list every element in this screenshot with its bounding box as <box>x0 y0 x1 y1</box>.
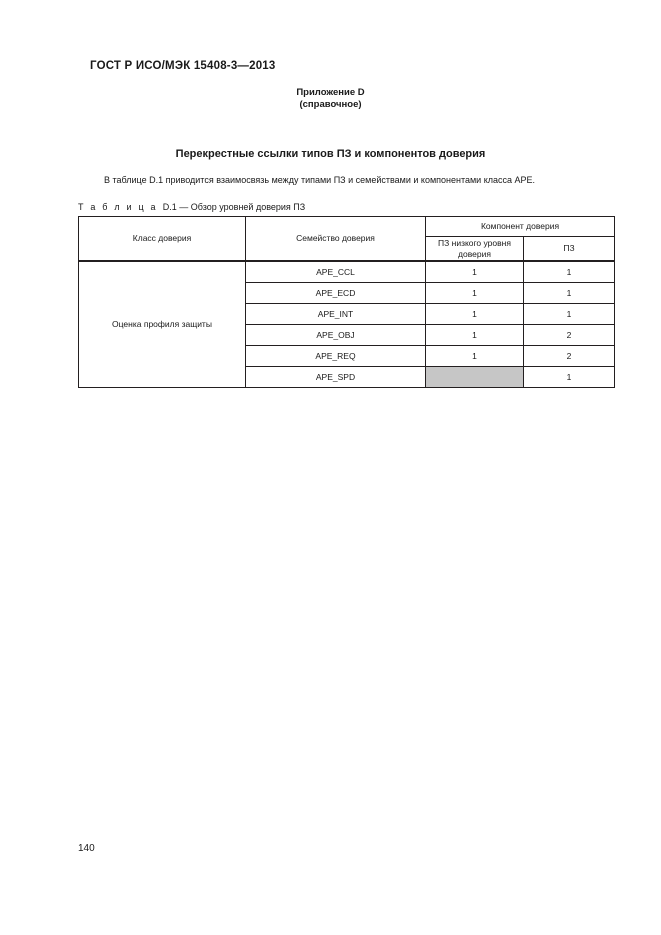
table-caption-number: D.1 <box>162 202 177 212</box>
table-row <box>79 261 615 283</box>
annex-heading <box>0 87 661 111</box>
cell-low-assurance-pp: 1 <box>426 346 524 367</box>
column-header-low-assurance-pp: ПЗ низкого уровня доверия <box>426 237 524 262</box>
section-title: Перекрестные ссылки типов ПЗ и компонентов доверия <box>175 148 486 160</box>
annex-subtitle: (справочное) <box>299 99 362 110</box>
table-caption <box>78 202 305 212</box>
cell-assurance-class: Оценка профиля защиты <box>79 261 246 388</box>
cell-pp: 2 <box>524 346 615 367</box>
cell-low-assurance-pp-unavailable <box>426 367 524 388</box>
cell-low-assurance-pp: 1 <box>426 283 524 304</box>
table-caption-label: Т а б л и ц а <box>78 202 158 212</box>
cell-assurance-family: APE_OBJ <box>246 325 426 346</box>
cell-pp: 2 <box>524 325 615 346</box>
cell-low-assurance-pp: 1 <box>426 304 524 325</box>
running-header: ГОСТ Р ИСО/МЭК 15408-3—2013 <box>90 60 276 72</box>
table-header-row-1 <box>79 217 615 237</box>
intro-paragraph: В таблице D.1 приводится взаимосвязь между типами ПЗ и семействами и компонентами класса APE. <box>104 175 536 185</box>
table-header <box>79 217 615 262</box>
cell-assurance-family: APE_CCL <box>246 261 426 283</box>
column-header-assurance-family: Семейство доверия <box>246 217 426 262</box>
table-caption-text: Обзор уровней доверия ПЗ <box>190 202 306 212</box>
cell-pp: 1 <box>524 367 615 388</box>
cell-low-assurance-pp: 1 <box>426 325 524 346</box>
cell-pp: 1 <box>524 304 615 325</box>
table-body <box>79 261 615 388</box>
cell-assurance-family: APE_SPD <box>246 367 426 388</box>
column-header-pp: ПЗ <box>524 237 615 262</box>
table-caption-dash: — <box>179 202 189 212</box>
column-header-assurance-class: Класс доверия <box>79 217 246 262</box>
column-header-assurance-component: Компонент доверия <box>426 217 615 237</box>
cell-pp: 1 <box>524 283 615 304</box>
page-number: 140 <box>78 843 95 854</box>
cell-assurance-family: APE_REQ <box>246 346 426 367</box>
assurance-overview-table <box>78 216 615 388</box>
cell-pp: 1 <box>524 261 615 283</box>
cell-assurance-family: APE_ECD <box>246 283 426 304</box>
cell-assurance-family: APE_INT <box>246 304 426 325</box>
assurance-table-container <box>78 216 614 388</box>
cell-low-assurance-pp: 1 <box>426 261 524 283</box>
annex-title: Приложение D <box>296 87 365 98</box>
